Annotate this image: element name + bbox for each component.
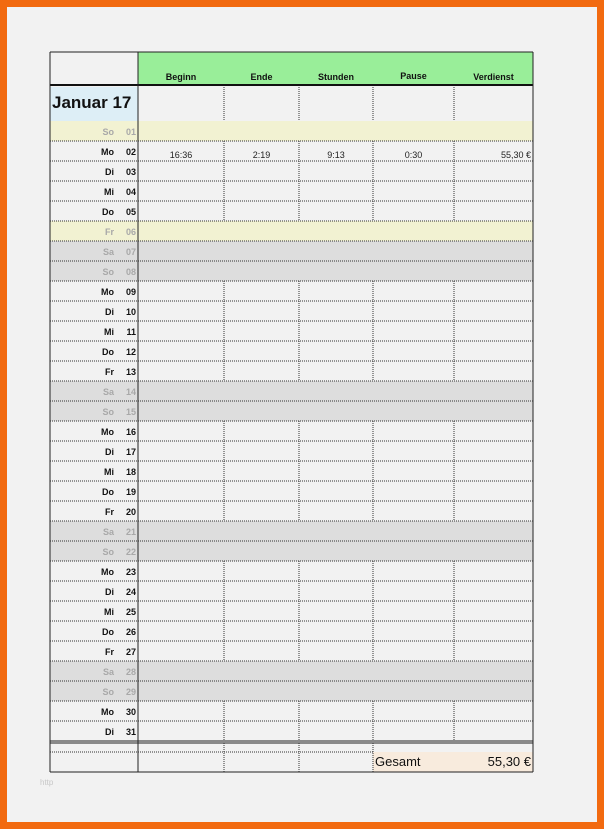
- day-weekday: Fr: [105, 367, 114, 377]
- day-weekday: Di: [105, 727, 114, 737]
- day-number: 13: [125, 367, 136, 377]
- day-number: 04: [125, 187, 136, 197]
- day-number: 02: [125, 147, 136, 157]
- day-number: 12: [125, 347, 136, 357]
- day-weekday: Mo: [101, 567, 114, 577]
- day-number: 20: [125, 507, 136, 517]
- entry-verdienst[interactable]: 55,30 €: [500, 150, 531, 160]
- day-weekday: Di: [105, 167, 114, 177]
- day-number: 09: [125, 287, 136, 297]
- day-number: 31: [125, 727, 136, 737]
- entry-pause[interactable]: 0:30: [404, 150, 423, 160]
- header-ende: Ende: [250, 72, 273, 82]
- day-number: 28: [125, 667, 136, 677]
- day-weekday: Mo: [101, 707, 114, 717]
- day-weekday: Do: [102, 207, 114, 217]
- day-weekday: Mi: [104, 467, 114, 477]
- day-number: 08: [125, 267, 136, 277]
- day-weekday: Mo: [101, 147, 114, 157]
- day-weekday: Di: [105, 447, 114, 457]
- day-number: 15: [125, 407, 136, 417]
- day-weekday: Mo: [101, 287, 114, 297]
- total-label: Gesamt: [375, 754, 421, 769]
- day-number: 22: [125, 547, 136, 557]
- day-number: 01: [125, 127, 136, 137]
- day-weekday: Fr: [105, 227, 114, 237]
- day-weekday: Di: [105, 307, 114, 317]
- day-number: 30: [125, 707, 136, 717]
- day-weekday: Sa: [102, 667, 114, 677]
- day-weekday: Do: [102, 627, 114, 637]
- day-weekday: So: [102, 687, 114, 697]
- header-verdienst: Verdienst: [473, 72, 514, 82]
- day-number: 23: [125, 567, 136, 577]
- day-number: 25: [125, 607, 136, 617]
- day-weekday: So: [102, 127, 114, 137]
- total-value: 55,30 €: [487, 754, 531, 769]
- day-number: 03: [125, 167, 136, 177]
- day-number: 06: [125, 227, 136, 237]
- entry-ende[interactable]: 2:19: [252, 150, 271, 160]
- day-number: 14: [125, 387, 136, 397]
- footer-text: http: [40, 778, 54, 787]
- entry-stunden[interactable]: 9:13: [327, 150, 345, 160]
- day-number: 05: [125, 207, 136, 217]
- day-number: 18: [125, 467, 136, 477]
- day-weekday: So: [102, 547, 114, 557]
- day-number: 19: [125, 487, 136, 497]
- day-number: 10: [125, 307, 136, 317]
- header-beginn: Beginn: [165, 72, 197, 82]
- day-weekday: Sa: [102, 247, 114, 257]
- day-weekday: Mi: [104, 327, 114, 337]
- day-weekday: Sa: [102, 387, 114, 397]
- day-weekday: Mi: [104, 607, 114, 617]
- day-weekday: Mo: [101, 427, 114, 437]
- day-weekday: Do: [102, 347, 114, 357]
- month-title: Januar 17: [52, 93, 132, 112]
- day-number: 17: [125, 447, 136, 457]
- day-weekday: So: [102, 267, 114, 277]
- day-number: 27: [125, 647, 136, 657]
- day-weekday: Di: [105, 587, 114, 597]
- calendar-sheet: [7, 7, 597, 822]
- day-number: 07: [125, 247, 136, 257]
- day-weekday: Do: [102, 487, 114, 497]
- day-weekday: So: [102, 407, 114, 417]
- day-weekday: Fr: [105, 507, 114, 517]
- day-number: 26: [125, 627, 136, 637]
- day-number: 21: [125, 527, 136, 537]
- day-weekday: Fr: [105, 647, 114, 657]
- day-number: 16: [125, 427, 136, 437]
- day-weekday: Sa: [102, 527, 114, 537]
- day-weekday: Mi: [104, 187, 114, 197]
- day-number: 24: [125, 587, 136, 597]
- header-pause: Pause: [400, 71, 427, 81]
- day-number: 11: [126, 327, 136, 337]
- header-stunden: Stunden: [318, 72, 354, 82]
- entry-beginn[interactable]: 16:36: [169, 150, 193, 160]
- day-number: 29: [125, 687, 136, 697]
